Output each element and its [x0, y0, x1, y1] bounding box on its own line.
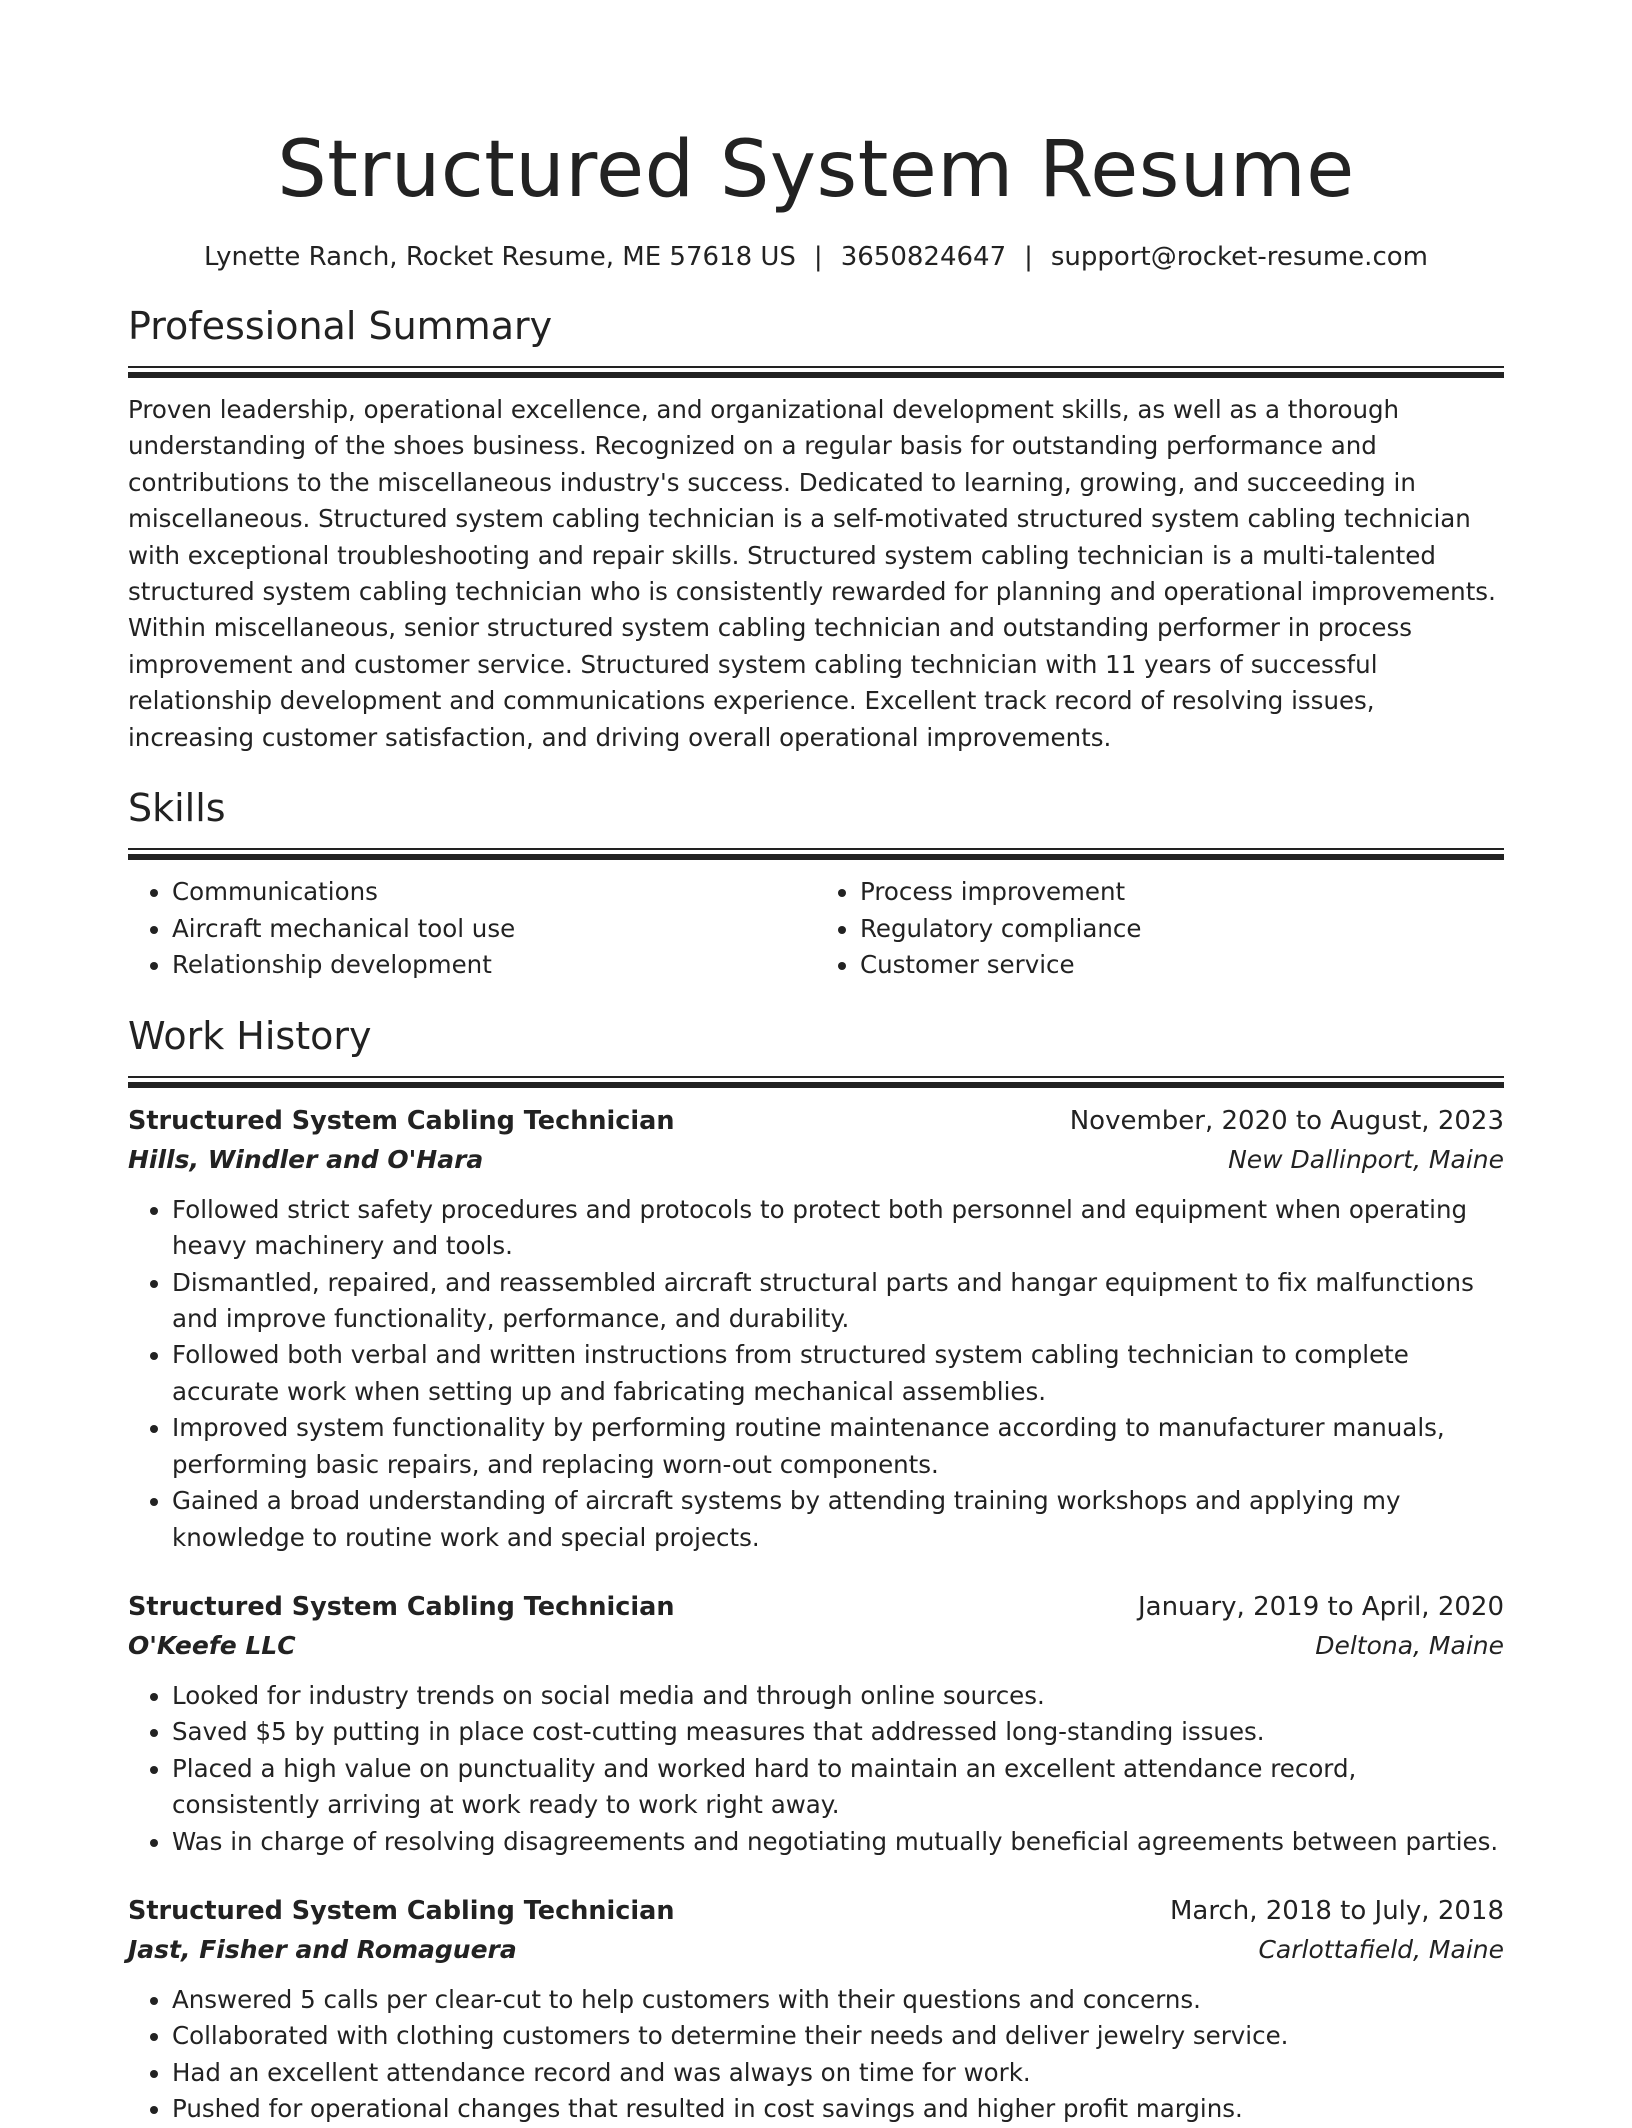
job-bullets: [128, 1192, 1504, 1556]
summary-text: Proven leadership, operational excellence, and organizational development skills, as well as a thorough understanding of the shoes business. Recognized on a regular basis for outstanding performance and contributions to the miscellaneous industry's success. Dedicated to learning, growing, and succeeding in miscellaneous. Structured system cabling technician is a self-motivated structured system cabling technician with exceptional troubleshooting and repair skills. Structured system cabling technician is a multi-talented structured system cabling technician who is consistently rewarded for planning and operational improvements. Within miscellaneous, senior structured system cabling technician and outstanding performer in process improvement and customer service. Structured system cabling technician with 11 years of successful relationship development and communications experience. Excellent track record of resolving issues, increasing customer satisfaction, and driving overall operational improvements.: [128, 395, 1496, 752]
job-bullet: • Followed strict safety procedures and protocols to protect both personnel and equipment when operating heavy machinery and tools.: [172, 1192, 1504, 1265]
job-company-row: [128, 1930, 1504, 1970]
job-company: Hills, Windler and O'Hara: [128, 1144, 484, 1174]
skills-section: [128, 782, 1504, 984]
job-entry: [128, 1102, 1504, 1556]
contact-address: Lynette Ranch, Rocket Resume, ME 57618 US: [204, 242, 796, 272]
section-divider: [128, 1076, 1504, 1088]
skill-item: • Aircraft mechanical tool use: [172, 911, 816, 948]
job-header-row: [128, 1588, 1504, 1626]
work-history-section: [128, 1010, 1504, 2128]
job-bullet: • Looked for industry trends on social media and through online sources.: [172, 1678, 1504, 1714]
job-title: Structured System Cabling Technician: [128, 1105, 675, 1136]
job-bullet: • Followed both verbal and written instructions from structured system cabling technician to complete accurate work when setting up and fabricating mechanical assemblies.: [172, 1337, 1504, 1410]
job-location: New Dallinport, Maine: [1228, 1144, 1504, 1174]
job-title: Structured System Cabling Technician: [128, 1895, 675, 1926]
job-bullet: • Collaborated with clothing customers to determine their needs and deliver jewelry service.: [172, 2018, 1504, 2054]
contact-email: support@rocket-resume.com: [1050, 242, 1428, 272]
job-company: O'Keefe LLC: [128, 1630, 296, 1660]
summary-section: [128, 300, 1504, 756]
job-bullet: • Placed a high value on punctuality and worked hard to maintain an excellent attendance record, consistently arriving at work ready to work right away.: [172, 1751, 1504, 1824]
job-location: Deltona, Maine: [1315, 1630, 1504, 1660]
skills-heading: Skills: [128, 786, 226, 831]
job-bullets: [128, 1678, 1504, 1860]
skill-item: • Regulatory compliance: [860, 911, 1504, 948]
job-company-row: [128, 1140, 1504, 1180]
skill-item: • Communications: [172, 874, 816, 911]
job-bullet: • Was in charge of resolving disagreements and negotiating mutually beneficial agreements between parties.: [172, 1824, 1504, 1860]
job-entry: [128, 1892, 1504, 2128]
skills-column-right: [816, 874, 1504, 984]
contact-separator: |: [1024, 242, 1033, 272]
resume-title: Structured System Resume: [277, 125, 1355, 215]
job-bullet: • Answered 5 calls per clear-cut to help customers with their questions and concerns.: [172, 1982, 1504, 2018]
summary-heading: Professional Summary: [128, 304, 553, 348]
job-header-row: [128, 1102, 1504, 1140]
job-bullet: • Pushed for operational changes that resulted in cost savings and higher profit margins.: [172, 2091, 1504, 2127]
job-company: Jast, Fisher and Romaguera: [128, 1934, 517, 1964]
job-bullet: • Gained a broad understanding of aircraft systems by attending training workshops and applying my knowledge to routine work and special projects.: [172, 1483, 1504, 1556]
work-history-heading: Work History: [128, 1013, 372, 1058]
job-entry: [128, 1588, 1504, 1860]
skill-item: • Process improvement: [860, 874, 1504, 911]
section-divider: [128, 848, 1504, 860]
skills-grid: [128, 874, 1504, 984]
contact-phone: 3650824647: [840, 242, 1007, 272]
job-bullets: [128, 1982, 1504, 2128]
job-dates: November, 2020 to August, 2023: [1069, 1105, 1504, 1136]
job-dates: January, 2019 to April, 2020: [1137, 1591, 1504, 1622]
contact-separator: |: [813, 242, 823, 272]
job-title: Structured System Cabling Technician: [128, 1591, 675, 1622]
contact-line: [128, 240, 1504, 274]
job-company-row: [128, 1626, 1504, 1666]
job-bullet: • Dismantled, repaired, and reassembled aircraft structural parts and hangar equipment to fix malfunctions and improve functionality, performance, and durability.: [172, 1265, 1504, 1338]
skills-column-left: [128, 874, 816, 984]
job-bullet: • Saved $5 by putting in place cost-cutting measures that addressed long-standing issues.: [172, 1714, 1504, 1750]
job-dates: March, 2018 to July, 2018: [1169, 1895, 1504, 1926]
section-divider: [128, 366, 1504, 378]
job-location: Carlottafield, Maine: [1258, 1934, 1504, 1964]
job-bullet: • Improved system functionality by performing routine maintenance according to manufacturer manuals, performing basic repairs, and replacing worn-out components.: [172, 1410, 1504, 1483]
skill-item: • Customer service: [860, 947, 1504, 984]
job-bullet: • Had an excellent attendance record and was always on time for work.: [172, 2055, 1504, 2091]
job-header-row: [128, 1892, 1504, 1930]
skill-item: • Relationship development: [172, 947, 816, 984]
